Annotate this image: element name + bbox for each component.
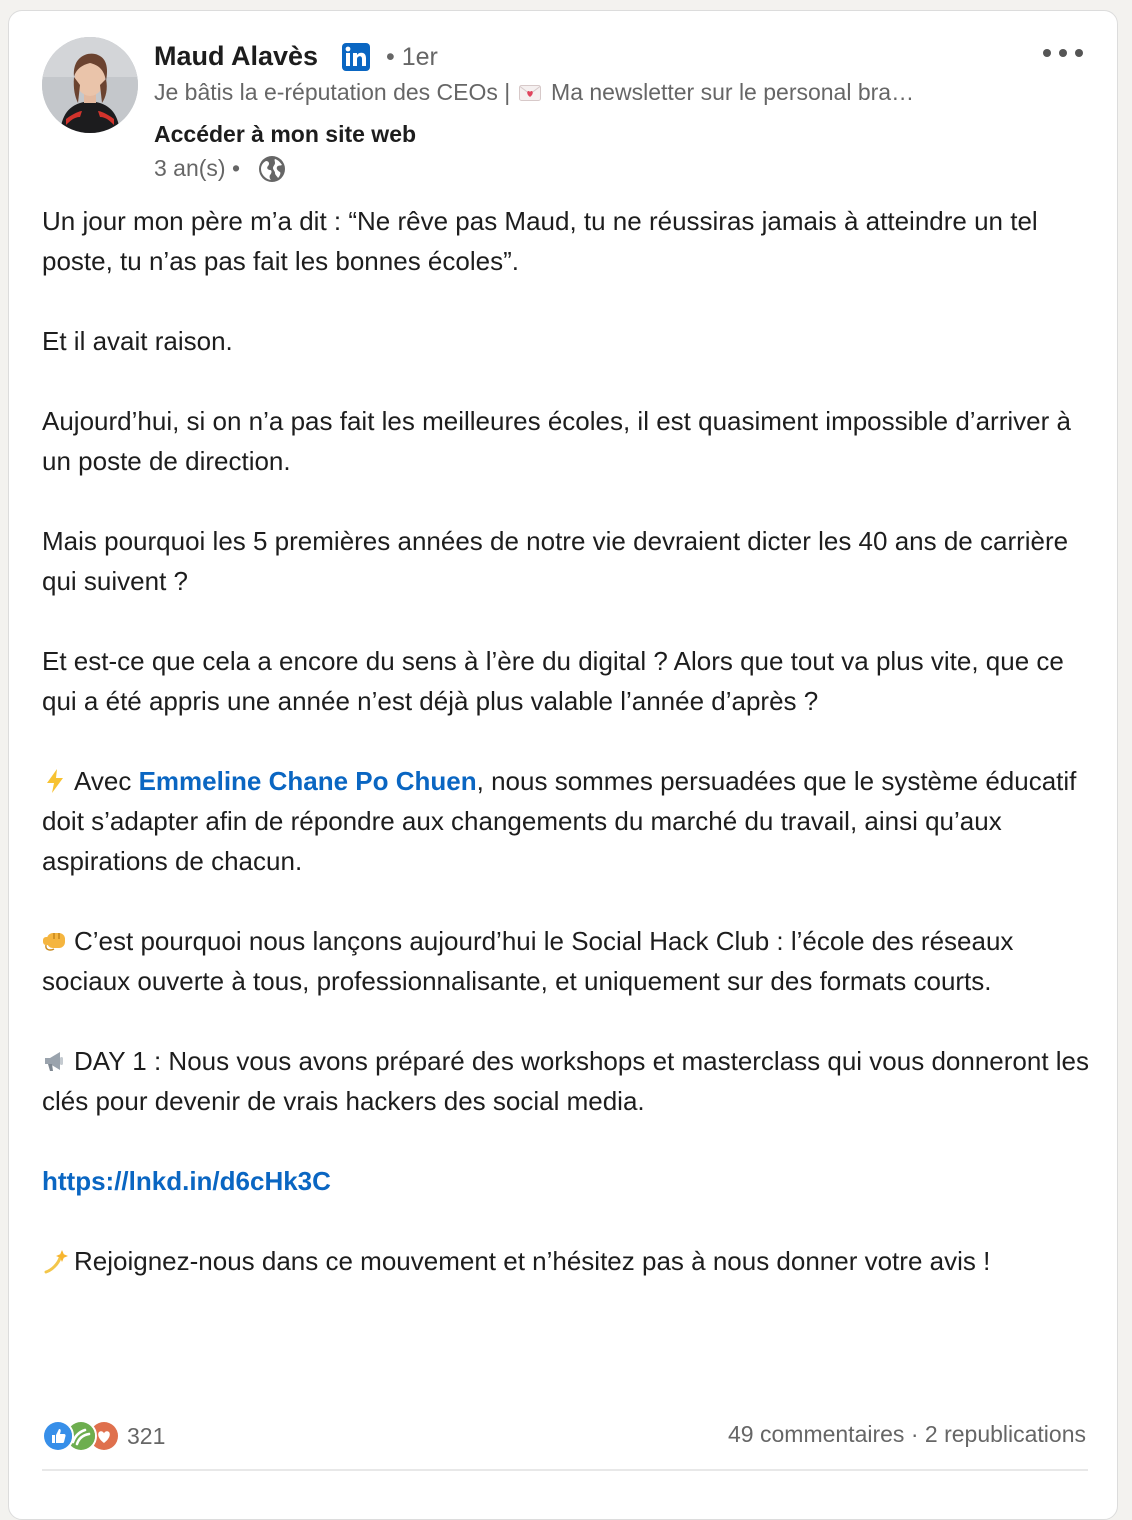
comments-count[interactable]: 49 commentaires [728,1421,905,1447]
lightning-icon [42,765,68,791]
reposts-count[interactable]: 2 republications [924,1421,1086,1447]
post-age: 3 an(s) • [154,155,241,181]
reactions-summary[interactable] [42,1416,165,1456]
post-card [8,10,1118,1520]
post-paragraph [42,1041,1092,1121]
headline-text-end: Ma newsletter sur le personal bra… [551,79,915,105]
author-photo [42,37,138,133]
post-link[interactable]: https://lnkd.in/d6cHk3C [42,1166,331,1196]
paragraph-text: , nous sommes persuadées que le système éducatif doit s’adapter afin de répondre aux changements du marché du travail, ainsi qu’aux aspirations de chacun. [42,766,1077,876]
paragraph-text: Avec [74,766,139,796]
megaphone-icon [42,1045,68,1071]
headline-text-start: Je bâtis la e-réputation des CEOs | [154,79,511,105]
author-avatar[interactable] [42,37,138,133]
paragraph-text: C’est pourquoi nous lançons aujourd’hui le Social Hack Club : l’école des réseaux sociaux ouverte à tous, professionnalisante, et uniquement sur des formats courts. [42,926,1014,996]
dizzy-icon [42,1245,68,1271]
post-paragraph: Et il avait raison. [42,326,233,356]
stats-separator: · [910,1421,919,1447]
author-name[interactable]: Maud Alavès [154,41,319,71]
paragraph-text: DAY 1 : Nous vous avons préparé des workshops et masterclass qui vous donneront les clés pour devenir de vrais hackers des social media. [42,1046,1090,1116]
connection-degree: • 1er [386,43,438,71]
post-paragraph [42,761,1092,881]
reaction-count: 321 [127,1422,166,1449]
like-reaction-icon [42,1420,74,1452]
post-paragraph: Et est-ce que cela a encore du sens à l’ère du digital ? Alors que tout va plus vite, que ce qui a été appris une année n’est déjà plus valable l’année d’après ? [42,646,1064,716]
website-link[interactable]: Accéder à mon site web [154,121,417,147]
more-options-icon[interactable] [1039,41,1087,65]
post-paragraph: Un jour mon père m’a dit : “Ne rêve pas Maud, tu ne réussiras jamais à atteindre un tel poste, tu n’as pas fait les bonnes écoles”. [42,206,1038,276]
post-paragraph [42,921,1092,1001]
globe-icon [258,155,286,183]
author-headline [154,77,944,107]
post-paragraph: Mais pourquoi les 5 premières années de notre vie devraient dicter les 40 ans de carrière qui suivent ? [42,526,1069,596]
engagement-stats [728,1419,1086,1449]
post-text [42,201,1092,1321]
fist-icon [42,925,68,951]
post-paragraph [42,1241,1092,1281]
paragraph-text: Rejoignez-nous dans ce mouvement et n’hésitez pas à nous donner votre avis ! [74,1246,991,1276]
post-paragraph: Aujourd’hui, si on n’a pas fait les meilleures écoles, il est quasiment impossible d’arriver à un poste de direction. [42,406,1071,476]
mention-link[interactable]: Emmeline Chane Po Chuen [138,766,477,796]
linkedin-icon [342,43,370,71]
post-paragraph [42,1161,1092,1201]
divider [42,1469,1088,1471]
envelope-heart-icon [519,78,541,94]
